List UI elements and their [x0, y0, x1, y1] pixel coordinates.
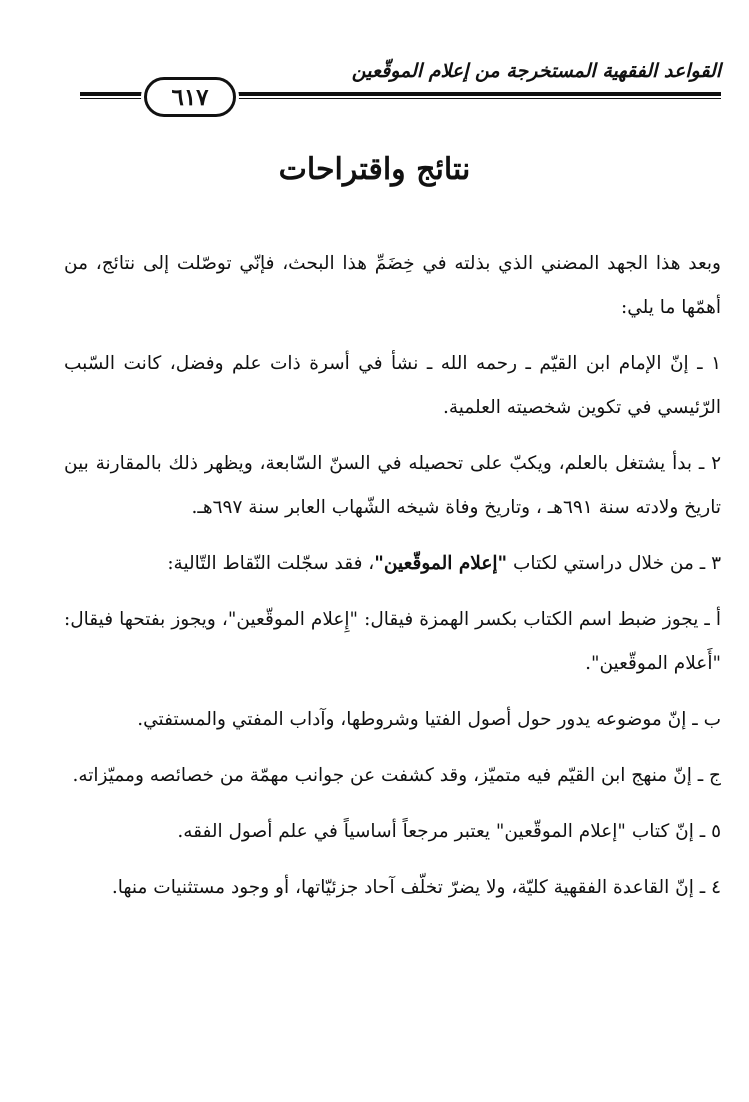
result-3-tail: ، فقد سجّلت النّقاط التّالية:: [167, 553, 375, 574]
result-3-lead: ٣ ـ من خلال دراستي لكتاب: [507, 553, 721, 574]
section-title: نتائج واقتراحات: [278, 152, 471, 187]
result-3-paragraph: [64, 542, 721, 586]
intro-paragraph: وبعد هذا الجهد المضني الذي بذلته في خِضَمِّ هذا البحث، فإنّي توصّلت إلى نتائج، من أهمّها ما يلي:: [64, 253, 721, 318]
page-header: [80, 58, 721, 128]
page-number: ٦١٧: [144, 77, 236, 117]
book-title-emphasis: "إعلام الموقّعين": [374, 553, 508, 574]
result-4-paragraph: ٤ ـ إنّ القاعدة الفقهية كليّة، ولا يضرّ تخلّف آحاد جزئيّاتها، أو وجود مستثنيات منها.: [111, 877, 721, 898]
result-5-paragraph: ٥ ـ إنّ كتاب "إعلام الموقّعين" يعتبر مرجعاً أساسياً في علم أصول الفقه.: [177, 821, 721, 842]
point-a-paragraph: أ ـ يجوز ضبط اسم الكتاب بكسر الهمزة فيقال: "إِعلام الموقّعين"، ويجوز بفتحها فيقال: "أَعلام الموقّعين".: [64, 609, 721, 674]
result-1-paragraph: ١ ـ إنّ الإمام ابن القيّم ـ رحمه الله ـ نشأ في أسرة ذات علم وفضل، كانت السّبب الرّئيسي في تكوين شخصيته العلمية.: [64, 353, 721, 418]
body-text: [64, 242, 721, 922]
result-2-paragraph: ٢ ـ بدأ يشتغل بالعلم، ويكبّ على تحصيله في السنّ السّابعة، ويظهر ذلك بالمقارنة بين تاريخ ولادته سنة ٦٩١هـ ، وتاريخ وفاة شيخه الشّهاب العابر سنة ٦٩٧هـ.: [64, 453, 721, 518]
point-b-paragraph: ب ـ إنّ موضوعه يدور حول أصول الفتيا وشروطها، وآداب المفتي والمستفتي.: [137, 709, 721, 730]
running-title: القواعد الفقهية المستخرجة من إعلام الموقّعين: [351, 60, 721, 82]
point-c-paragraph: ج ـ إنّ منهج ابن القيّم فيه متميّز، وقد كشفت عن جوانب مهمّة من خصائصه ومميّزاته.: [72, 765, 721, 786]
